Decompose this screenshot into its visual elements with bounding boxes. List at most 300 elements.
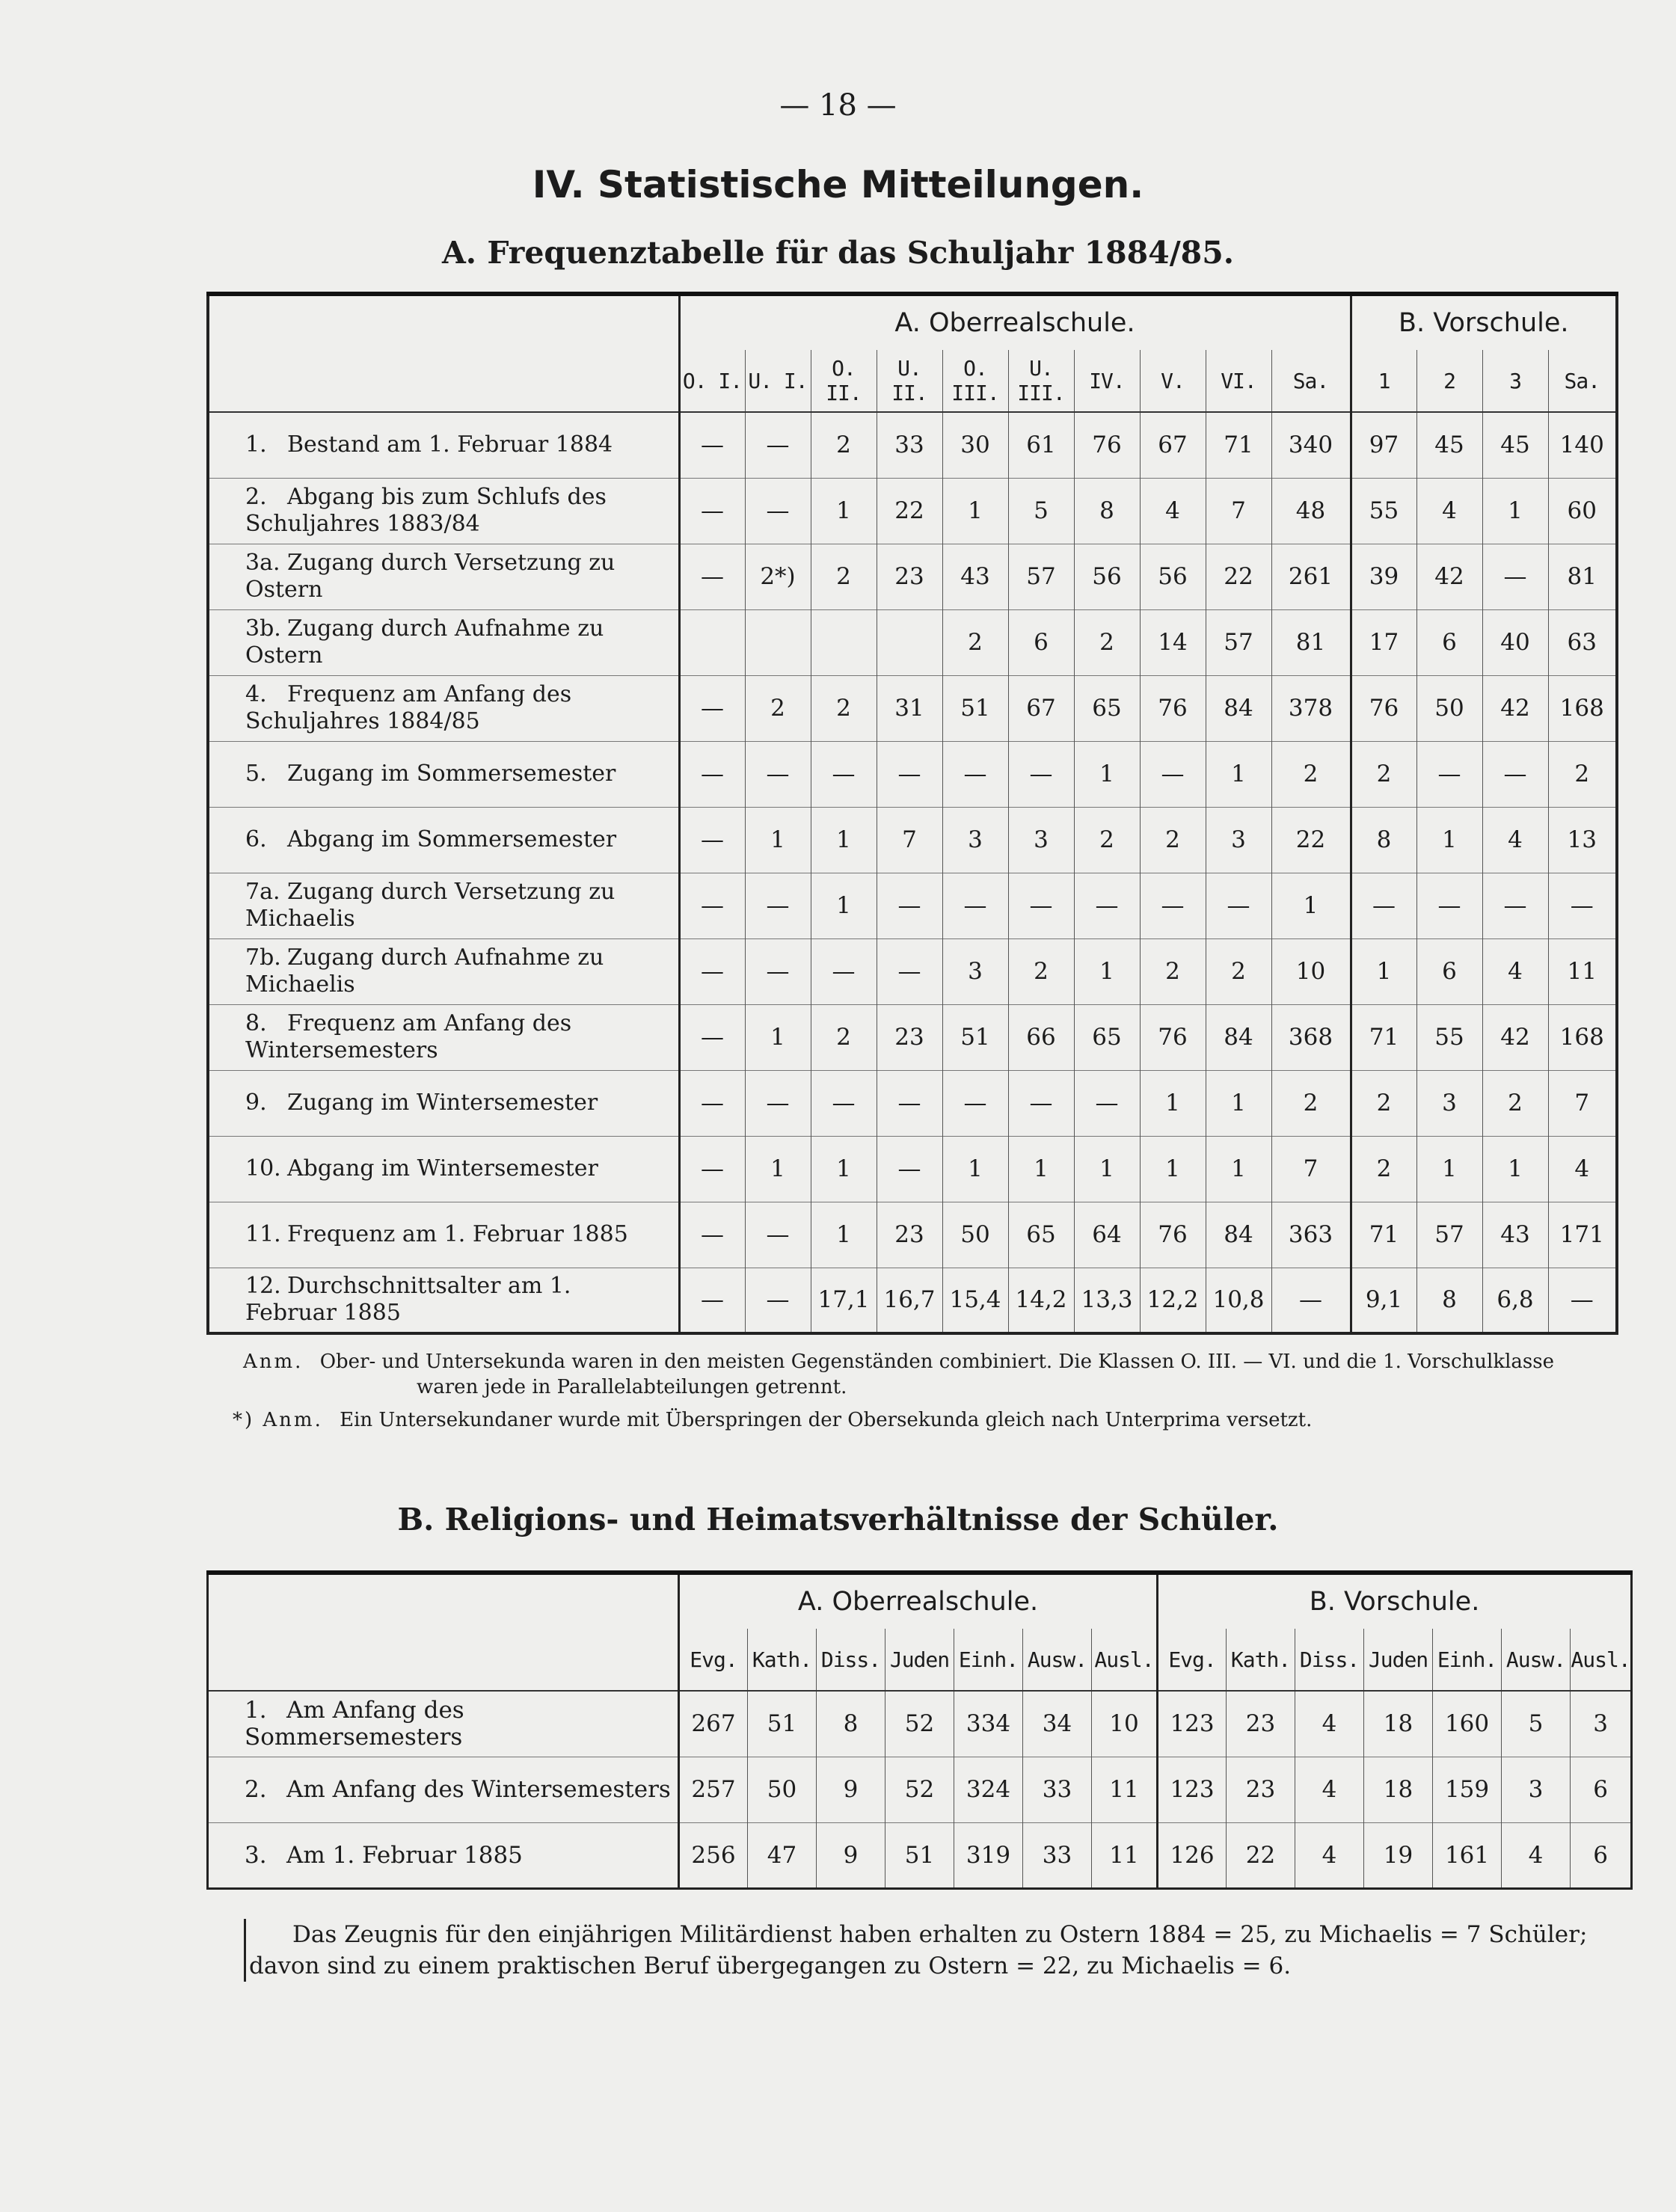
column-header: Sa. bbox=[1271, 350, 1351, 412]
table-cell: 56 bbox=[1140, 544, 1206, 609]
table-cell: 6 bbox=[1008, 609, 1074, 675]
table-cell: 67 bbox=[1008, 675, 1074, 741]
table-cell: 61 bbox=[1008, 412, 1074, 478]
table-cell: 4 bbox=[1295, 1757, 1364, 1822]
table-cell: 340 bbox=[1271, 412, 1351, 478]
column-header: O. II. bbox=[811, 350, 877, 412]
table-cell: — bbox=[1271, 1268, 1351, 1333]
table-cell: 9 bbox=[817, 1757, 885, 1822]
table-cell: 45 bbox=[1482, 412, 1548, 478]
row-number: 11. bbox=[245, 1221, 281, 1247]
table-cell: 22 bbox=[1206, 544, 1271, 609]
table-cell: 51 bbox=[748, 1691, 817, 1757]
table-row bbox=[208, 741, 1617, 807]
table-notes bbox=[233, 1349, 1604, 1433]
table-cell: 123 bbox=[1158, 1757, 1227, 1822]
table-cell: 1 bbox=[1482, 478, 1548, 544]
row-number: 2. bbox=[245, 484, 267, 510]
table-cell: — bbox=[1008, 873, 1074, 938]
column-header: Ausw. bbox=[1502, 1629, 1571, 1691]
column-header: Einh. bbox=[1433, 1629, 1502, 1691]
table-cell: 256 bbox=[679, 1822, 748, 1888]
table-cell: 4 bbox=[1502, 1822, 1571, 1888]
column-header: 1 bbox=[1351, 350, 1416, 412]
table-cell: — bbox=[679, 1136, 745, 1202]
table-cell: 4 bbox=[1482, 938, 1548, 1004]
table-cell: 257 bbox=[679, 1757, 748, 1822]
row-label-text: Am Anfang des Sommersemesters bbox=[245, 1697, 464, 1751]
table-cell: 4 bbox=[1482, 807, 1548, 873]
table-cell: 7 bbox=[1206, 478, 1271, 544]
table-cell: 2 bbox=[811, 1004, 877, 1070]
table-cell: 2 bbox=[745, 675, 811, 741]
table-cell: 42 bbox=[1482, 1004, 1548, 1070]
table-cell: 2 bbox=[1482, 1070, 1548, 1136]
group-vorschule: B. Vorschule. bbox=[1351, 294, 1617, 350]
table-cell: — bbox=[1482, 873, 1548, 938]
table-cell: 1 bbox=[745, 1004, 811, 1070]
table-cell: — bbox=[679, 807, 745, 873]
table-cell: 7 bbox=[1271, 1136, 1351, 1202]
table-cell: 1 bbox=[1074, 938, 1140, 1004]
table-cell: 81 bbox=[1548, 544, 1617, 609]
column-header: Diss. bbox=[1295, 1629, 1364, 1691]
group-vorschule-b: B. Vorschule. bbox=[1158, 1573, 1632, 1629]
table-cell: — bbox=[679, 1268, 745, 1333]
row-number: 1. bbox=[245, 431, 267, 458]
table-cell: — bbox=[745, 873, 811, 938]
table-cell: 3 bbox=[1502, 1757, 1571, 1822]
table-cell: — bbox=[745, 741, 811, 807]
table-cell: — bbox=[1548, 873, 1617, 938]
table-cell: 168 bbox=[1548, 1004, 1617, 1070]
row-label-text: Abgang im Sommersemester bbox=[287, 826, 617, 852]
row-label-text: Zugang durch Aufnahme zu Ostern bbox=[245, 615, 604, 669]
table-cell: 3 bbox=[1008, 807, 1074, 873]
table-cell: — bbox=[1008, 741, 1074, 807]
table-cell: 65 bbox=[1074, 675, 1140, 741]
table-cell: 34 bbox=[1023, 1691, 1092, 1757]
table-row bbox=[208, 478, 1617, 544]
table-cell bbox=[679, 609, 745, 675]
table-cell: 76 bbox=[1074, 412, 1140, 478]
column-header: Evg. bbox=[1158, 1629, 1227, 1691]
table-cell: 1 bbox=[1140, 1136, 1206, 1202]
table-cell: 39 bbox=[1351, 544, 1416, 609]
table-cell: 1 bbox=[1206, 1070, 1271, 1136]
table-cell: 160 bbox=[1433, 1691, 1502, 1757]
table-cell: 2 bbox=[1140, 938, 1206, 1004]
row-label bbox=[208, 412, 679, 478]
table-cell: — bbox=[679, 741, 745, 807]
row-label bbox=[208, 807, 679, 873]
column-header: Evg. bbox=[679, 1629, 748, 1691]
row-label-text: Abgang im Wintersemester bbox=[287, 1155, 598, 1182]
table-cell: 23 bbox=[877, 544, 942, 609]
table-cell: 48 bbox=[1271, 478, 1351, 544]
row-label-text: Abgang bis zum Schlufs des Schuljahres 1883/84 bbox=[245, 484, 607, 537]
table-row bbox=[208, 1202, 1617, 1268]
row-label bbox=[208, 675, 679, 741]
table-cell: — bbox=[679, 412, 745, 478]
table-cell: 1 bbox=[1271, 873, 1351, 938]
table-cell: — bbox=[1482, 741, 1548, 807]
table-cell: — bbox=[1140, 741, 1206, 807]
table-cell: 261 bbox=[1271, 544, 1351, 609]
table-cell: 2 bbox=[1351, 741, 1416, 807]
column-header: Diss. bbox=[817, 1629, 885, 1691]
table-cell: 2 bbox=[1206, 938, 1271, 1004]
column-header: Kath. bbox=[748, 1629, 817, 1691]
table-cell: 2 bbox=[1074, 609, 1140, 675]
table-cell: 1 bbox=[811, 478, 877, 544]
table-cell: 3 bbox=[1206, 807, 1271, 873]
table-cell: 2 bbox=[1548, 741, 1617, 807]
table-cell: 19 bbox=[1364, 1822, 1433, 1888]
row-number: 7a. bbox=[245, 879, 280, 905]
table-cell: — bbox=[745, 938, 811, 1004]
table-cell: 13,3 bbox=[1074, 1268, 1140, 1333]
table-cell: 6 bbox=[1571, 1822, 1632, 1888]
table-cell: 33 bbox=[1023, 1757, 1092, 1822]
column-header: Juden bbox=[885, 1629, 954, 1691]
row-label bbox=[208, 478, 679, 544]
table-cell: 18 bbox=[1364, 1757, 1433, 1822]
table-cell: 42 bbox=[1482, 675, 1548, 741]
note-text: Ober- und Untersekunda waren in den meisten Gegenständen combiniert. Die Klassen O. III. — VI. und die 1. Vorschulklasse bbox=[319, 1351, 1554, 1373]
table-cell bbox=[745, 609, 811, 675]
table-cell: 42 bbox=[1416, 544, 1482, 609]
table-cell: — bbox=[942, 1070, 1008, 1136]
table-cell: 43 bbox=[1482, 1202, 1548, 1268]
column-header: Kath. bbox=[1227, 1629, 1295, 1691]
table-cell: 6,8 bbox=[1482, 1268, 1548, 1333]
table-row bbox=[208, 1136, 1617, 1202]
column-header: 2 bbox=[1416, 350, 1482, 412]
table-cell: — bbox=[877, 1136, 942, 1202]
column-header: V. bbox=[1140, 350, 1206, 412]
footnote-text: Ein Untersekundaner wurde mit Überspringen der Obersekunda gleich nach Unterprima versetzt. bbox=[340, 1409, 1313, 1431]
table-cell: 1 bbox=[1206, 1136, 1271, 1202]
table-cell: 378 bbox=[1271, 675, 1351, 741]
table-cell: 319 bbox=[954, 1822, 1023, 1888]
table-cell: 11 bbox=[1092, 1757, 1158, 1822]
table-cell: 14 bbox=[1140, 609, 1206, 675]
table-cell: — bbox=[1206, 873, 1271, 938]
table-cell: 57 bbox=[1416, 1202, 1482, 1268]
table-cell bbox=[877, 609, 942, 675]
row-number: 9. bbox=[245, 1090, 267, 1116]
table-cell: 3 bbox=[1571, 1691, 1632, 1757]
table-cell: 8 bbox=[1416, 1268, 1482, 1333]
table-cell: 2 bbox=[1074, 807, 1140, 873]
table-row bbox=[208, 938, 1617, 1004]
row-label-text: Am 1. Februar 1885 bbox=[286, 1841, 523, 1869]
row-number: 2. bbox=[245, 1776, 267, 1803]
row-label bbox=[208, 741, 679, 807]
table-cell: — bbox=[1482, 544, 1548, 609]
row-label bbox=[208, 873, 679, 938]
table-cell: 71 bbox=[1206, 412, 1271, 478]
table-cell: 12,2 bbox=[1140, 1268, 1206, 1333]
row-label bbox=[208, 1268, 679, 1333]
table-cell: 84 bbox=[1206, 1202, 1271, 1268]
table-cell: 65 bbox=[1074, 1004, 1140, 1070]
table-cell: 22 bbox=[1227, 1822, 1295, 1888]
table-cell: 13 bbox=[1548, 807, 1617, 873]
group-oberrealschule: A. Oberrealschule. bbox=[679, 294, 1351, 350]
table-cell: 43 bbox=[942, 544, 1008, 609]
table-cell: 66 bbox=[1008, 1004, 1074, 1070]
row-label bbox=[208, 544, 679, 609]
table-cell: 4 bbox=[1416, 478, 1482, 544]
table-cell: — bbox=[679, 1070, 745, 1136]
table-cell: 16,7 bbox=[877, 1268, 942, 1333]
page-number: — 18 — bbox=[779, 88, 897, 123]
row-number: 5. bbox=[245, 761, 267, 787]
table-row bbox=[208, 1691, 1632, 1757]
table-cell: 324 bbox=[954, 1757, 1023, 1822]
table-cell: — bbox=[745, 1202, 811, 1268]
column-header: U. III. bbox=[1008, 350, 1074, 412]
row-number: 12. bbox=[245, 1273, 281, 1300]
table-cell: 4 bbox=[1295, 1822, 1364, 1888]
table-cell: — bbox=[877, 873, 942, 938]
table-cell: 1 bbox=[1351, 938, 1416, 1004]
table-cell: 3 bbox=[942, 938, 1008, 1004]
row-label bbox=[208, 1822, 679, 1888]
table-cell: 84 bbox=[1206, 1004, 1271, 1070]
row-label-text: Frequenz am Anfang des Wintersemesters bbox=[245, 1010, 572, 1063]
table-cell: — bbox=[1008, 1070, 1074, 1136]
table-cell: 23 bbox=[877, 1202, 942, 1268]
column-header: Sa. bbox=[1548, 350, 1617, 412]
table-cell: — bbox=[942, 873, 1008, 938]
group-oberrealschule-b: A. Oberrealschule. bbox=[679, 1573, 1158, 1629]
table-cell: 17,1 bbox=[811, 1268, 877, 1333]
table-cell: 1 bbox=[745, 1136, 811, 1202]
table-cell: 45 bbox=[1416, 412, 1482, 478]
table-cell: 2 bbox=[811, 412, 877, 478]
table-cell: 267 bbox=[679, 1691, 748, 1757]
column-header: 3 bbox=[1482, 350, 1548, 412]
note-text-continued: waren jede in Parallelabteilungen getrennt. bbox=[417, 1376, 847, 1398]
table-cell: — bbox=[1416, 873, 1482, 938]
table-cell: 71 bbox=[1351, 1004, 1416, 1070]
religion-table bbox=[206, 1570, 1633, 1890]
table-cell: 2*) bbox=[745, 544, 811, 609]
table-cell: 1 bbox=[811, 1136, 877, 1202]
table-cell: — bbox=[811, 1070, 877, 1136]
table-cell: 64 bbox=[1074, 1202, 1140, 1268]
column-header: Ausw. bbox=[1023, 1629, 1092, 1691]
table-cell: 17 bbox=[1351, 609, 1416, 675]
column-header: IV. bbox=[1074, 350, 1140, 412]
table-cell: 56 bbox=[1074, 544, 1140, 609]
table-cell: 22 bbox=[1271, 807, 1351, 873]
row-number: 4. bbox=[245, 681, 267, 707]
table-cell: 14,2 bbox=[1008, 1268, 1074, 1333]
table-cell: 1 bbox=[1008, 1136, 1074, 1202]
table-cell: 1 bbox=[1482, 1136, 1548, 1202]
table-cell: 15,4 bbox=[942, 1268, 1008, 1333]
table-cell: 4 bbox=[1295, 1691, 1364, 1757]
row-label-text: Zugang im Sommersemester bbox=[287, 761, 616, 787]
table-cell: 30 bbox=[942, 412, 1008, 478]
row-label bbox=[208, 609, 679, 675]
row-label bbox=[208, 1202, 679, 1268]
row-label-text: Zugang im Wintersemester bbox=[287, 1090, 598, 1116]
table-cell: — bbox=[1140, 873, 1206, 938]
table-cell: — bbox=[745, 1070, 811, 1136]
table-cell: 8 bbox=[817, 1691, 885, 1757]
table-cell: 52 bbox=[885, 1691, 954, 1757]
column-header: Ausl. bbox=[1092, 1629, 1158, 1691]
table-cell: 40 bbox=[1482, 609, 1548, 675]
table-cell: — bbox=[745, 1268, 811, 1333]
column-header: O. I. bbox=[679, 350, 745, 412]
table-cell: — bbox=[877, 938, 942, 1004]
table-cell: 76 bbox=[1140, 1202, 1206, 1268]
table-cell: 6 bbox=[1416, 938, 1482, 1004]
frequency-table bbox=[206, 292, 1618, 1335]
table-row bbox=[208, 873, 1617, 938]
row-label bbox=[208, 1136, 679, 1202]
table-cell: 65 bbox=[1008, 1202, 1074, 1268]
table-cell: 1 bbox=[1074, 741, 1140, 807]
note-label: Anm. bbox=[243, 1351, 304, 1373]
table-cell: 50 bbox=[748, 1757, 817, 1822]
table-cell: 4 bbox=[1140, 478, 1206, 544]
table-cell: 1 bbox=[811, 1202, 877, 1268]
table-cell: — bbox=[811, 938, 877, 1004]
table-cell: 2 bbox=[1351, 1070, 1416, 1136]
row-label bbox=[208, 1691, 679, 1757]
table-cell: 97 bbox=[1351, 412, 1416, 478]
table-cell: 161 bbox=[1433, 1822, 1502, 1888]
table-cell: 6 bbox=[1571, 1757, 1632, 1822]
table-cell: 22 bbox=[877, 478, 942, 544]
table-cell: — bbox=[1548, 1268, 1617, 1333]
table-cell: 23 bbox=[877, 1004, 942, 1070]
table-cell: 7 bbox=[877, 807, 942, 873]
row-number: 10. bbox=[245, 1155, 281, 1182]
table-cell: 2 bbox=[811, 675, 877, 741]
table-cell: 3 bbox=[1416, 1070, 1482, 1136]
table-row bbox=[208, 675, 1617, 741]
table-row bbox=[208, 1004, 1617, 1070]
table-cell: 9 bbox=[817, 1822, 885, 1888]
table-cell: 1 bbox=[745, 807, 811, 873]
table-cell: 126 bbox=[1158, 1822, 1227, 1888]
table-cell: 10,8 bbox=[1206, 1268, 1271, 1333]
section-title: IV. Statistische Mitteilungen. bbox=[532, 163, 1144, 206]
column-header: O. III. bbox=[942, 350, 1008, 412]
table-cell: 71 bbox=[1351, 1202, 1416, 1268]
table-cell: 334 bbox=[954, 1691, 1023, 1757]
row-number: 1. bbox=[245, 1697, 267, 1724]
row-label bbox=[208, 1757, 679, 1822]
table-cell: 18 bbox=[1364, 1691, 1433, 1757]
table-cell: 1 bbox=[942, 1136, 1008, 1202]
column-header: Juden bbox=[1364, 1629, 1433, 1691]
row-number: 8. bbox=[245, 1010, 267, 1036]
row-number: 7b. bbox=[245, 944, 281, 971]
table-cell: 4 bbox=[1548, 1136, 1617, 1202]
table-cell: — bbox=[679, 938, 745, 1004]
table-cell: — bbox=[679, 478, 745, 544]
table-cell: 52 bbox=[885, 1757, 954, 1822]
table-cell: 76 bbox=[1140, 1004, 1206, 1070]
table-cell: 11 bbox=[1092, 1822, 1158, 1888]
table-cell: — bbox=[1074, 1070, 1140, 1136]
table-cell: — bbox=[745, 478, 811, 544]
table-cell: 81 bbox=[1271, 609, 1351, 675]
table-cell: — bbox=[679, 1202, 745, 1268]
table-cell: — bbox=[679, 1004, 745, 1070]
row-label bbox=[208, 1070, 679, 1136]
table-cell: 2 bbox=[1351, 1136, 1416, 1202]
table-cell: 3 bbox=[942, 807, 1008, 873]
table-a-title: A. Frequenztabelle für das Schuljahr 1884/85. bbox=[441, 235, 1235, 271]
table-cell: 7 bbox=[1548, 1070, 1617, 1136]
closing-line-2: davon sind zu einem praktischen Beruf übergegangen zu Ostern = 22, zu Michaelis = 6. bbox=[249, 1953, 1292, 1979]
table-cell: — bbox=[1416, 741, 1482, 807]
row-label-text: Durchschnittsalter am 1. Februar 1885 bbox=[245, 1273, 571, 1327]
table-cell: — bbox=[942, 741, 1008, 807]
table-cell: 57 bbox=[1206, 609, 1271, 675]
table-cell: 368 bbox=[1271, 1004, 1351, 1070]
row-number: 6. bbox=[245, 826, 267, 852]
table-cell: 9,1 bbox=[1351, 1268, 1416, 1333]
table-row bbox=[208, 1268, 1617, 1333]
row-label bbox=[208, 938, 679, 1004]
table-row bbox=[208, 1822, 1632, 1888]
table-cell: 5 bbox=[1502, 1691, 1571, 1757]
table-cell: 1 bbox=[811, 807, 877, 873]
footnote-label: *) Anm. bbox=[233, 1409, 323, 1431]
table-cell: 57 bbox=[1008, 544, 1074, 609]
table-row bbox=[208, 609, 1617, 675]
column-header: U. I. bbox=[745, 350, 811, 412]
table-cell: 10 bbox=[1092, 1691, 1158, 1757]
table-cell: — bbox=[679, 544, 745, 609]
row-label-text: Zugang durch Aufnahme zu Michaelis bbox=[245, 944, 604, 998]
row-number: 3. bbox=[245, 1841, 267, 1869]
table-cell: 2 bbox=[1008, 938, 1074, 1004]
table-cell: 2 bbox=[1271, 1070, 1351, 1136]
table-row bbox=[208, 1070, 1617, 1136]
row-label-text: Frequenz am 1. Februar 1885 bbox=[287, 1221, 628, 1247]
table-cell: — bbox=[1351, 873, 1416, 938]
column-header: Einh. bbox=[954, 1629, 1023, 1691]
row-number: 3b. bbox=[245, 615, 281, 642]
closing-paragraph bbox=[244, 1919, 1588, 1982]
table-cell: 8 bbox=[1074, 478, 1140, 544]
table-b-title: B. Religions- und Heimatsverhältnisse der Schüler. bbox=[397, 1502, 1279, 1537]
row-label bbox=[208, 1004, 679, 1070]
table-cell: 55 bbox=[1351, 478, 1416, 544]
table-cell: 50 bbox=[942, 1202, 1008, 1268]
table-cell: 51 bbox=[942, 1004, 1008, 1070]
table-cell: 60 bbox=[1548, 478, 1617, 544]
table-cell: 33 bbox=[877, 412, 942, 478]
table-cell: 363 bbox=[1271, 1202, 1351, 1268]
table-cell: 50 bbox=[1416, 675, 1482, 741]
table-cell: 2 bbox=[811, 544, 877, 609]
table-cell: 2 bbox=[942, 609, 1008, 675]
row-label-text: Frequenz am Anfang des Schuljahres 1884/85 bbox=[245, 681, 572, 734]
